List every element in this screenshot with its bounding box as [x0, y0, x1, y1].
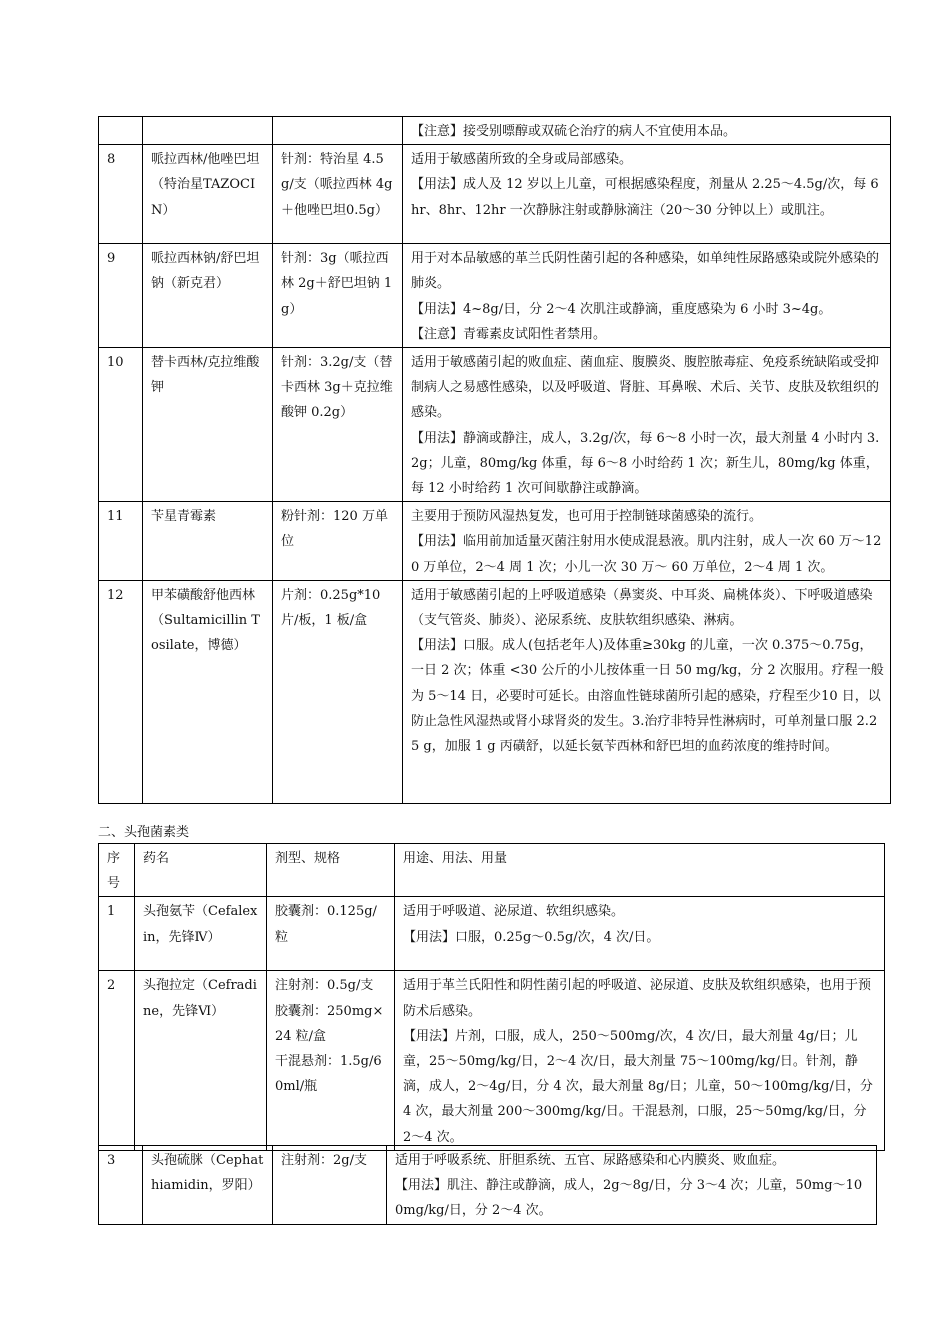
drug-form: 针剂：3.2g/支（替卡西林 3g＋克拉维酸钾 0.2g）	[273, 348, 403, 502]
form-line: 注射剂：0.5g/支	[275, 978, 374, 994]
drug-form	[273, 117, 403, 145]
table-header-row	[99, 844, 885, 897]
usage-paragraph: 用于对本品敏感的革兰氏阴性菌引起的各种感染，如单纯性尿路感染或院外感染的肺炎。	[411, 251, 880, 292]
usage-paragraph: 【用法】静滴或静注，成人，3.2g/次，每 6～8 小时一次，最大剂量 4 小时内 3.2g；儿童，80mg/kg 体重，每 6～8 小时给药 1 次；新生儿，80mg/kg 体重，每 12 小时给药 1 次可间歇静注或静滴。	[411, 430, 880, 497]
table-row	[99, 1146, 877, 1225]
drug-name	[143, 117, 273, 145]
usage-paragraph: 【用法】肌注、静注或静滴，成人，2g～8g/日，分 3～4 次；儿童，50mg～100mg/kg/日，分 2～4 次。	[395, 1178, 863, 1219]
column-header-form: 剂型、规格	[267, 844, 395, 897]
drug-name: 甲苯磺酸舒他西林（Sultamicillin Tosilate，博德）	[143, 580, 273, 803]
table-row	[99, 348, 891, 502]
usage-paragraph: 【用法】口服，0.25g～0.5g/次，4 次/日。	[403, 929, 660, 945]
cephalosporin-table-continued	[98, 1145, 877, 1225]
drug-number: 8	[99, 145, 143, 244]
drug-form: 胶囊剂：0.125g/粒	[267, 897, 395, 971]
drug-number: 11	[99, 502, 143, 581]
drug-usage: 【注意】接受别嘌醇或双硫仑治疗的病人不宜使用本品。	[403, 117, 891, 145]
drug-name: 头孢硫脒（Cephathiamidin，罗阳）	[143, 1146, 273, 1225]
usage-paragraph: 适用于敏感菌所致的全身或局部感染。	[411, 152, 633, 168]
drug-name: 头孢氨苄（Cefalexin，先锋Ⅳ）	[135, 897, 267, 971]
table-row	[99, 117, 891, 145]
table-row	[99, 580, 891, 803]
usage-paragraph: 【用法】临用前加适量灭菌注射用水使成混悬液。肌内注射，成人一次 60 万～120 万单位，2～4 周 1 次；小儿一次 30 万～ 60 万单位，2～4 周 1 次。	[411, 534, 882, 575]
drug-number: 12	[99, 580, 143, 803]
form-line: 胶囊剂：250mg×24 粒/盒	[275, 1003, 384, 1044]
drug-usage	[403, 580, 891, 803]
usage-paragraph: 适用于敏感菌引起的上呼吸道感染（鼻窦炎、中耳炎、扁桃体炎）、下呼吸道感染（支气管炎、肺炎）、泌尿系统、皮肤软组织感染、淋病。	[411, 587, 873, 629]
drug-usage	[403, 244, 891, 348]
section-heading: 二、头孢菌素类	[98, 825, 190, 840]
drug-name: 哌拉西林/他唑巴坦 （特治星TAZOCIN）	[143, 145, 273, 244]
table-row	[99, 971, 885, 1150]
drug-form	[267, 971, 395, 1150]
column-header-name: 药名	[135, 844, 267, 897]
table-row	[99, 244, 891, 348]
usage-paragraph: 【注意】青霉素皮试阳性者禁用。	[411, 326, 607, 342]
table-row	[99, 145, 891, 244]
drug-form: 针剂：特治星 4.5g/支（哌拉西林 4g＋他唑巴坦0.5g）	[273, 145, 403, 244]
drug-usage	[403, 145, 891, 244]
drug-number: 3	[99, 1146, 143, 1225]
cephalosporin-table	[98, 843, 885, 1151]
usage-paragraph: 适用于呼吸系统、肝胆系统、五官、尿路感染和心内膜炎、败血症。	[395, 1153, 786, 1168]
drug-form: 片剂：0.25g*10 片/板，1 板/盒	[273, 580, 403, 803]
usage-paragraph: 适用于革兰氏阳性和阴性菌引起的呼吸道、泌尿道、皮肤及软组织感染，也用于预防术后感染。	[403, 978, 872, 1019]
drug-usage	[403, 502, 891, 581]
usage-paragraph: 【用法】片剂，口服，成人，250～500mg/次，4 次/日，最大剂量 4g/日；儿童，25～50mg/kg/日，2～4 次/日，最大剂量 75～100mg/kg/日。针剂，静滴，成人，2～4g/日，分 4 次，最大剂量 8g/日；儿童，50～100mg/kg/日，分 4 次，最大剂量 200～300mg/kg/日。干混悬剂，口服，25～50mg/kg/日，分 2～4 次。	[403, 1028, 873, 1145]
usage-paragraph: 适用于敏感菌引起的败血症、菌血症、腹膜炎、腹腔脓毒症、免疫系统缺陷或受抑制病人之易感性感染，以及呼吸道、肾脏、耳鼻喉、术后、关节、皮肤及软组织的感染。	[411, 355, 880, 421]
usage-paragraph: 【用法】成人及 12 岁以上儿童，可根据感染程度，剂量从 2.25～4.5g/次，每 6hr、8hr、12hr 一次静脉注射或静脉滴注（20～30 分钟以上）或肌注。	[411, 177, 879, 218]
drug-name: 苄星青霉素	[143, 502, 273, 581]
drug-form: 针剂：3g（哌拉西林 2g＋舒巴坦钠 1g）	[273, 244, 403, 348]
form-line: 干混悬剂：1.5g/60ml/瓶	[275, 1054, 382, 1095]
drug-name: 哌拉西林钠/舒巴坦钠（新克君）	[143, 244, 273, 348]
penicillin-table	[98, 116, 891, 804]
drug-form: 注射剂：2g/支	[273, 1146, 387, 1225]
drug-name: 替卡西林/克拉维酸钾	[143, 348, 273, 502]
usage-paragraph: 主要用于预防风湿热复发，也可用于控制链球菌感染的流行。	[411, 509, 763, 525]
drug-form: 粉针剂：120 万单位	[273, 502, 403, 581]
usage-paragraph: 【用法】4~8g/日，分 2～4 次肌注或静滴，重度感染为 6 小时 3~4g。	[411, 301, 832, 317]
usage-paragraph: 适用于呼吸道、泌尿道、软组织感染。	[403, 904, 625, 920]
drug-usage	[387, 1146, 877, 1225]
table-row	[99, 897, 885, 971]
table-row	[99, 502, 891, 581]
drug-usage	[395, 897, 885, 971]
drug-number: 9	[99, 244, 143, 348]
drug-number: 10	[99, 348, 143, 502]
column-header-number: 序号	[99, 844, 135, 897]
drug-name: 头孢拉定（Cefradine，先锋Ⅵ）	[135, 971, 267, 1150]
drug-number: 1	[99, 897, 135, 971]
drug-number	[99, 117, 143, 145]
drug-number: 2	[99, 971, 135, 1150]
column-header-usage: 用途、用法、用量	[395, 844, 885, 897]
drug-usage	[395, 971, 885, 1150]
usage-paragraph: 【用法】口服。成人(包括老年人)及体重≥30kg 的儿童，一次 0.375～0.75g，一日 2 次；体重 <30 公斤的小儿按体重一日 50 mg/kg，分 2 次服用。疗程一般为 5～14 日，必要时可延长。由溶血性链球菌所引起的感染，疗程至少10 日，以防止急性风湿热或肾小球肾炎的发生。3.治疗非特异性淋病时，可单剂量口服 2.25 g，加服 1 g 丙磺舒，以延长氨苄西林和舒巴坦的血药浓度的维持时间。	[411, 638, 884, 755]
drug-usage	[403, 348, 891, 502]
